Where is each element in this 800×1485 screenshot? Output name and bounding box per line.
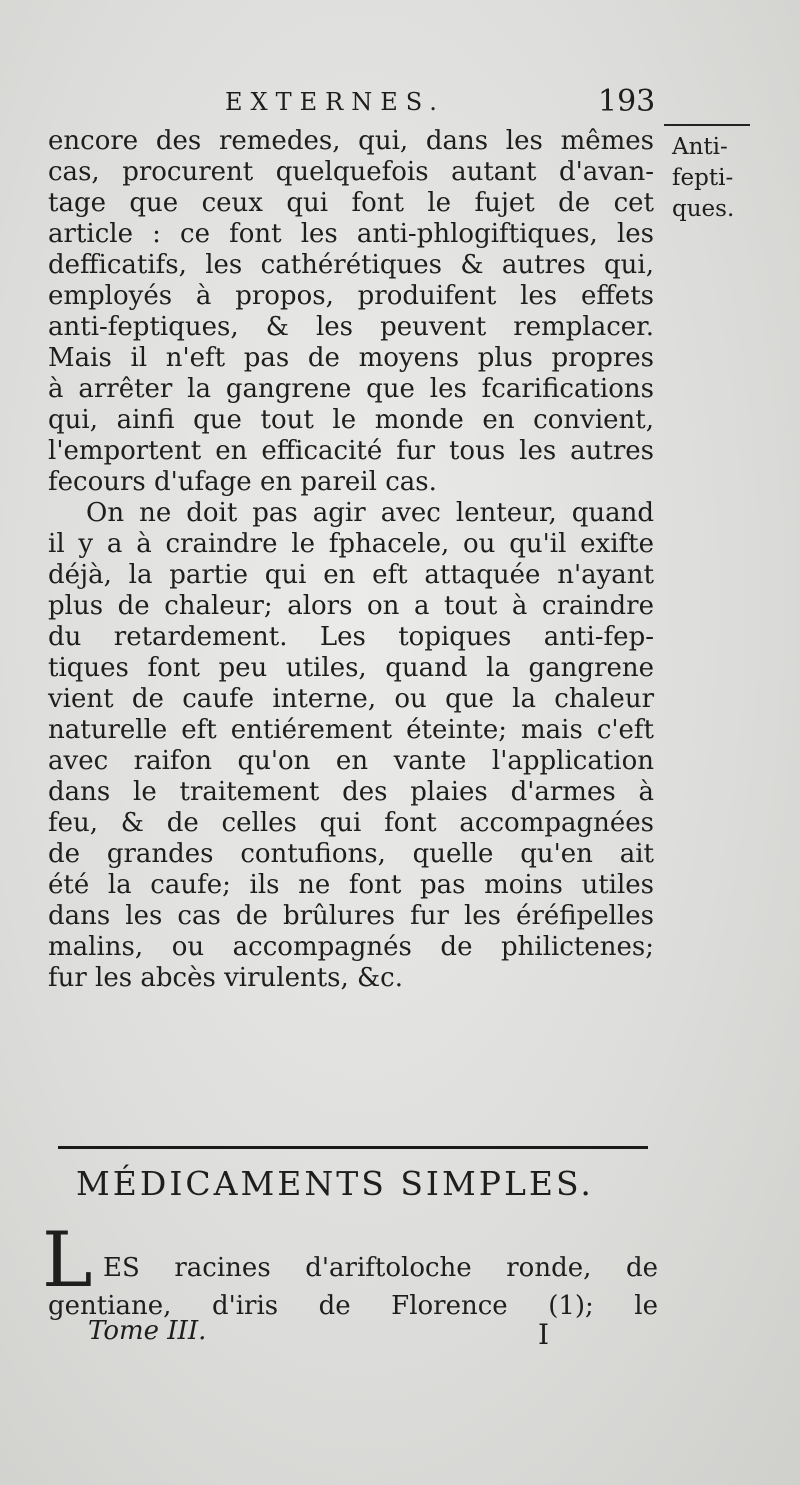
text-line: déjà, la partie qui en eft attaquée n'ayant: [48, 560, 654, 590]
margin-note: [672, 132, 764, 225]
text-line: dans le traitement des plaies d'armes à: [48, 777, 654, 807]
section-divider: [58, 1146, 648, 1149]
text-line: à arrêter la gangrene que les fcarifications: [48, 374, 654, 404]
text-line: il y a à craindre le fphacele, ou qu'il exifte: [48, 529, 654, 559]
text-line: été la caufe; ils ne font pas moins utiles: [48, 870, 654, 900]
text-line: malins, ou accompagnés de philictenes;: [48, 932, 654, 962]
running-header: EXTERNES.: [225, 88, 445, 116]
margin-note-rule: [664, 124, 750, 126]
text-line: plus de chaleur; alors on a tout à craindre: [48, 591, 654, 621]
text-line: article : ce font les anti-phlogiftiques, les: [48, 219, 654, 249]
text-line: dans les cas de brûlures fur les éréfipelles: [48, 901, 654, 931]
volume-signature: Tome III.: [88, 1316, 207, 1346]
text-line: du retardement. Les topiques anti-fep-: [48, 622, 654, 652]
text-line: avec raifon qu'on en vante l'application: [48, 746, 654, 776]
text-line: qui, ainfi que tout le monde en convient,: [48, 405, 654, 435]
text-line: defficatifs, les cathérétiques & autres qui,: [48, 250, 654, 280]
text-line: fur les abcès virulents, &c.: [48, 963, 403, 993]
text-line: vient de caufe interne, ou que la chaleur: [48, 684, 654, 714]
margin-note-line: fepti-: [672, 165, 734, 191]
text-line: tage que ceux qui font le fujet de cet: [48, 188, 654, 218]
text-line: Mais il n'eft pas de moyens plus propres: [48, 343, 654, 373]
page-number: 193: [598, 84, 656, 119]
text-line: de grandes contufions, quelle qu'en ait: [48, 839, 654, 869]
drop-cap: L: [42, 1215, 93, 1304]
section-text-line: gentiane, d'iris de Florence (1); le: [48, 1291, 658, 1321]
body-text: [48, 126, 654, 994]
text-line: employés à propos, produifent les effets: [48, 281, 654, 311]
text-line: fecours d'ufage en pareil cas.: [48, 467, 437, 497]
text-line: anti-feptiques, & les peuvent remplacer.: [48, 312, 654, 342]
text-line: cas, procurent quelquefois autant d'avan-: [48, 157, 654, 187]
margin-note-line: Anti-: [672, 134, 728, 160]
section-text-line: ES racines d'ariftoloche ronde, de: [103, 1253, 658, 1283]
text-line: tiques font peu utiles, quand la gangrene: [48, 653, 654, 683]
text-line: On ne doit pas agir avec lenteur, quand: [86, 498, 654, 528]
text-line: naturelle eft entiérement éteinte; mais c'eft: [48, 715, 654, 745]
text-line: l'emportent en efficacité fur tous les autres: [48, 436, 654, 466]
section-title: MÉDICAMENTS SIMPLES.: [76, 1164, 594, 1203]
gathering-signature: I: [538, 1318, 550, 1351]
margin-note-line: ques.: [672, 196, 735, 222]
text-line: encore des remedes, qui, dans les mêmes: [48, 126, 654, 156]
text-line: feu, & de celles qui font accompagnées: [48, 808, 654, 838]
